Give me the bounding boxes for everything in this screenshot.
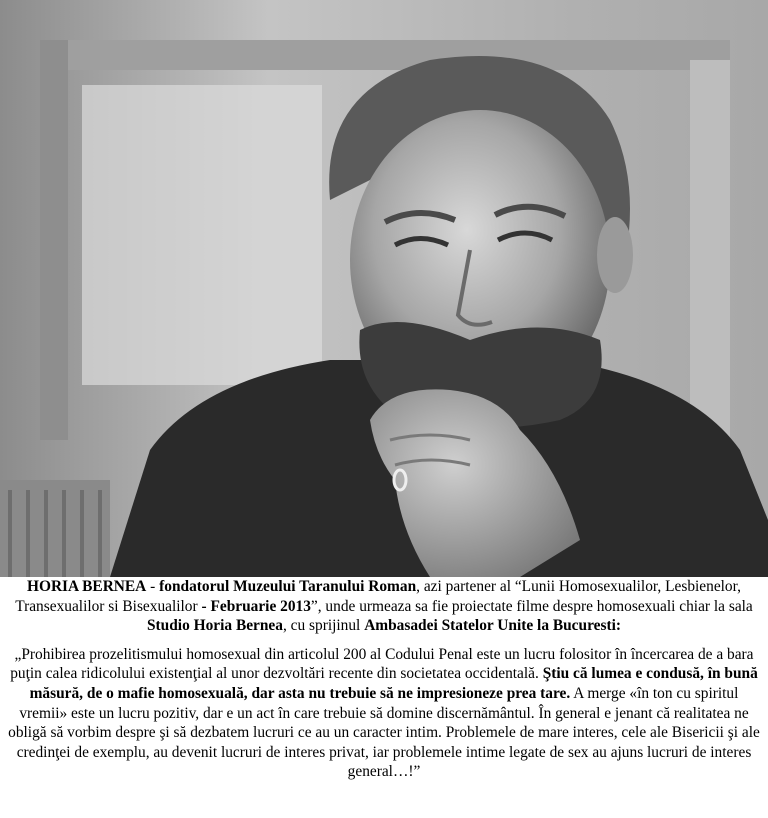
quote-paragraph bbox=[4, 645, 764, 782]
person-name: HORIA BERNEA bbox=[27, 578, 147, 595]
event-month: - Februarie 2013 bbox=[201, 597, 311, 615]
intro-paragraph bbox=[4, 577, 764, 636]
quote-text-1: „Prohibirea prozelitismului homosexual din articolul 200 al Codului Penal este un lucru folositor în încercarea de a bara puţin calea ridicolului existenţial al unor dezvoltări recente din societatea occidentală. bbox=[10, 645, 754, 683]
intro-dash: - bbox=[146, 578, 160, 595]
intro-text-1: , azi partener al “Lunii Homosexualilor, Lesbienelor, Transexualilor si Bisexualilor bbox=[15, 578, 741, 615]
intro-text-2: ”, unde urmeaza sa fie proiectate filme despre homosexuali chiar la sala bbox=[310, 597, 753, 615]
intro-text-3: , cu sprijinul bbox=[282, 617, 365, 635]
embassy-name: Ambasadei Statelor Unite la Bucuresti: bbox=[364, 617, 621, 635]
person-role: fondatorul Muzeului Taranului Roman bbox=[159, 578, 417, 595]
caption-block bbox=[0, 577, 768, 818]
quote-text-2: A merge «în ton cu spiritul vremii» este un lucru pozitiv, dar e un act în care trebuie să domine discernământul. În general e jenant că realitatea ne obligă să vorbim despre şi să dezbatem lucruri ce au un caracter intim. Problemele de mare interes, cele ale Bisericii şi ale credinţei de exemplu, au devenit lucruri de interes privat, iar problemele intime legate de sex au ajuns lucruri de interes general…!” bbox=[8, 684, 760, 781]
quote-bold: Ştiu că lumea e condusă, în bună măsură, de o mafie homosexuală, dar asta nu trebuie să ne impresioneze prea tare. bbox=[29, 665, 758, 702]
studio-name: Studio Horia Bernea bbox=[147, 617, 283, 635]
